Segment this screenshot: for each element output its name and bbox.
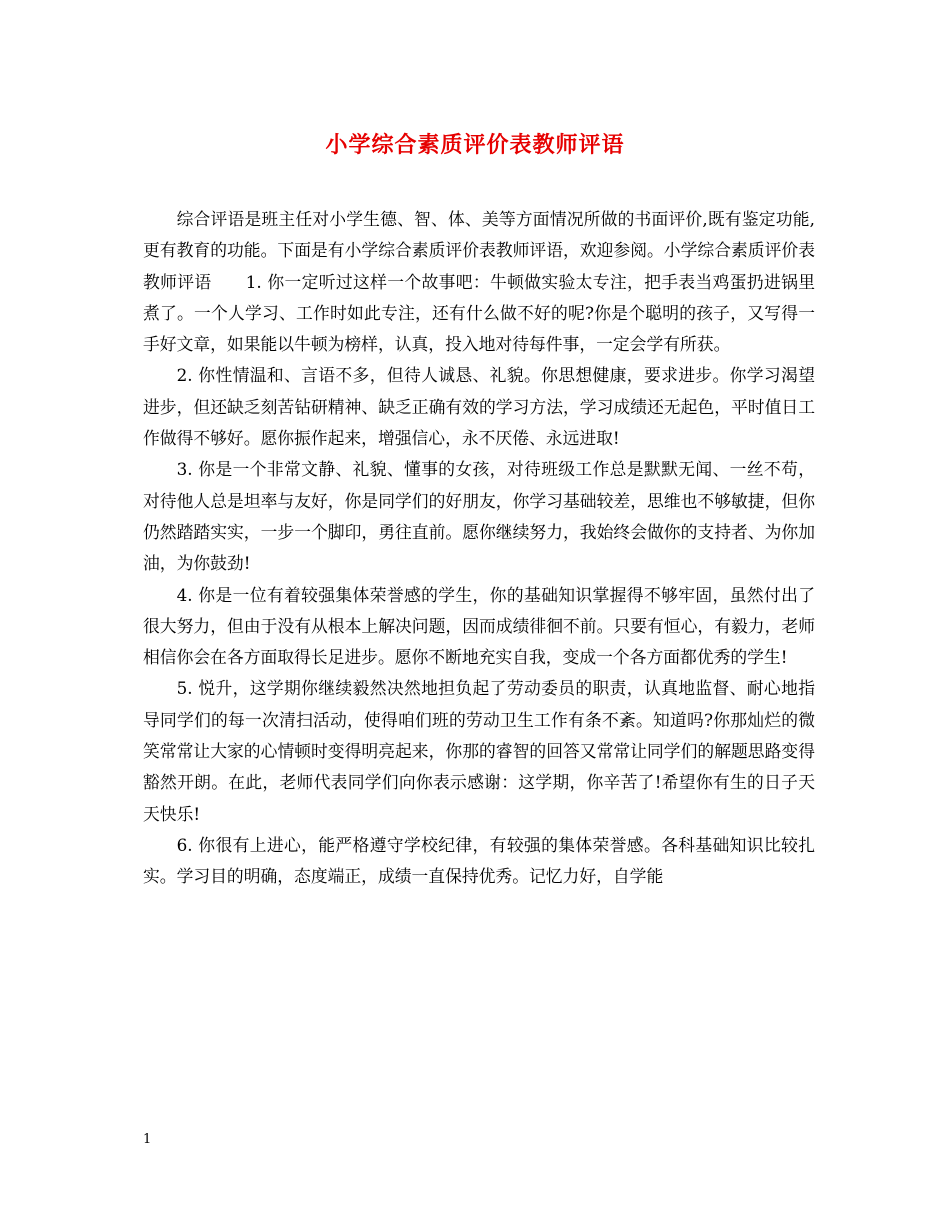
document-title: 小学综合素质评价表教师评语 [325,132,625,158]
paragraph-comment-6: 6. 你很有上进心，能严格遵守学校纪律，有较强的集体荣誉感。各科基础知识比较扎实。学习目的明确，态度端正，成绩一直保持优秀。记忆力好，自学能 [143,834,815,887]
paragraph-comment-2: 2. 你性情温和、言语不多，但待人诚恳、礼貌。你思想健康，要求进步。你学习渴望进步，但还缺乏刻苦钻研精神、缺乏正确有效的学习方法，学习成绩还无起色，平时值日工作做得不够好。愿你振作起来，增强信心，永不厌倦、永远进取! [143,365,815,449]
paragraph-intro: 综合评语是班主任对小学生德、智、体、美等方面情况所做的书面评价,既有鉴定功能,更有教育的功能。下面是有小学综合素质评价表教师评语，欢迎参阅。小学综合素质评价表教师评语 1. 你一定听过这样一个故事吧：牛顿做实验太专注，把手表当鸡蛋扔进锅里煮了。一个人学习、工作时如此专注，还有什么做不好的呢?你是个聪明的孩子，又写得一手好文章，如果能以牛顿为榜样，认真，投入地对待每件事，一定会学有所获。 [143,209,815,355]
paragraph-comment-5: 5. 悦升，这学期你继续毅然决然地担负起了劳动委员的职责，认真地监督、耐心地指导同学们的每一次清扫活动，使得咱们班的劳动卫生工作有条不紊。知道吗?你那灿烂的微笑常常让大家的心情顿时变得明亮起来，你那的睿智的回答又常常让同学们的解题思路变得豁然开朗。在此，老师代表同学们向你表示感谢：这学期，你辛苦了!希望你有生的日子天天快乐! [143,678,815,824]
page-number: 1 [143,1132,152,1147]
paragraph-comment-4: 4. 你是一位有着较强集体荣誉感的学生，你的基础知识掌握得不够牢固，虽然付出了很大努力，但由于没有从根本上解决问题，因而成绩徘徊不前。只要有恒心，有毅力，老师相信你会在各方面取得长足进步。愿你不断地充实自我，变成一个各方面都优秀的学生! [143,584,815,668]
document-body [143,204,815,893]
paragraph-comment-3: 3. 你是一个非常文静、礼貌、懂事的女孩，对待班级工作总是默默无闻、一丝不苟，对待他人总是坦率与友好，你是同学们的好朋友，你学习基础较差，思维也不够敏捷，但你仍然踏踏实实，一步一个脚印，勇往直前。愿你继续努力，我始终会做你的支持者、为你加油，为你鼓劲! [143,459,815,574]
